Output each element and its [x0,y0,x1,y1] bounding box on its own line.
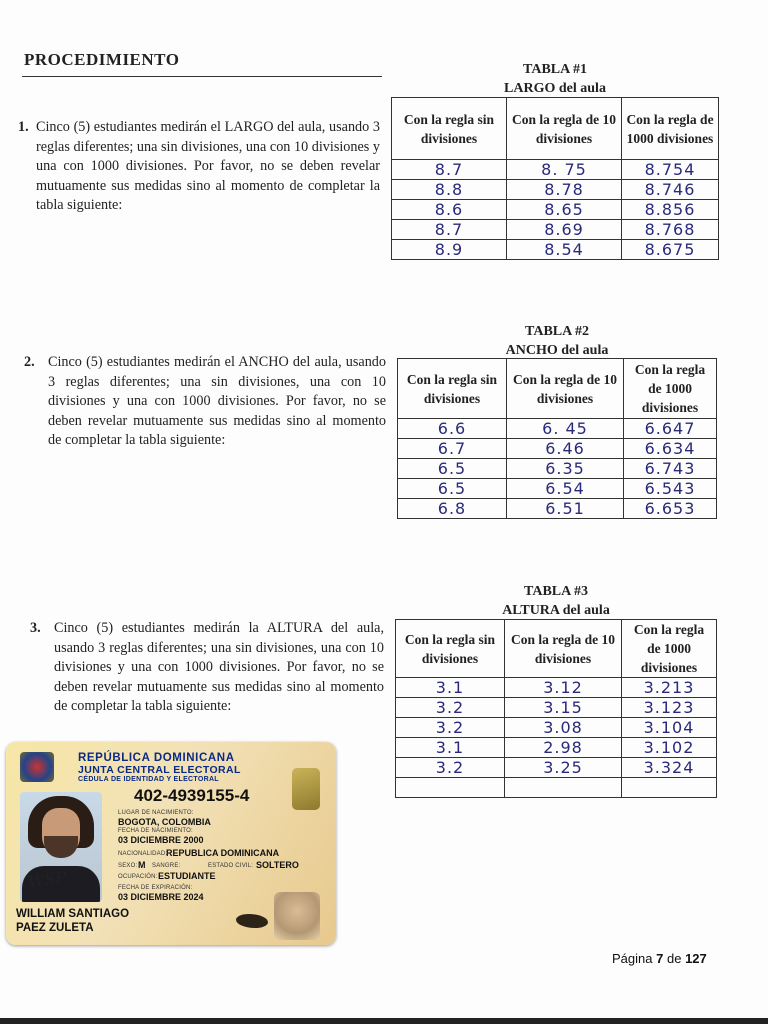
scan-edge [0,1018,768,1024]
table-row [396,698,717,718]
section-paragraph: Cinco (5) estudiantes medirán el ANCHO del aula, usando 3 reglas diferentes; una sin divisiones, una con 10 divisiones y una con 1000 divisiones. Por favor, no se deben revelar mutuamente sus medidas sino al momento de completar la tabla siguiente: [48,354,386,448]
column-header: Con la regla de 1000 divisiones [622,620,717,678]
card-doc-type: CÉDULA DE IDENTIDAD Y ELECTORAL [78,776,219,783]
table-3-title [394,582,718,620]
table-cell: 8.7 [392,160,507,180]
table-cell: 8. 75 [507,160,622,180]
table-row [392,180,719,200]
table-title: TABLA #2 [525,324,589,339]
column-header: Con la regla de 10 divisiones [505,620,622,678]
country-map-icon [236,914,268,928]
table-cell: 8.8 [392,180,507,200]
table-row [396,778,717,798]
table-row [392,200,719,220]
card-ghost-photo [274,892,320,940]
occupation-label: OCUPACIÓN: [118,874,158,880]
table-cell: 8.7 [392,220,507,240]
table-cell: 6.8 [398,499,507,519]
sex-value: M [138,860,146,870]
table-cell: 8.6 [392,200,507,220]
page-prefix: Página [612,951,653,966]
section-1-text [18,118,380,216]
table-cell: 8.65 [507,200,622,220]
table-title: TABLA #3 [524,584,588,599]
occupation-value: ESTUDIANTE [158,871,216,881]
table-row [392,160,719,180]
table-cell: 6.51 [507,499,624,519]
coat-of-arms-icon [20,752,54,782]
table-cell: 6. 45 [507,419,624,439]
table-cell: 2.98 [505,738,622,758]
table-cell: 3.102 [622,738,717,758]
table-cell: 6.647 [624,419,717,439]
table-cell: 6.6 [398,419,507,439]
table-cell: 3.123 [622,698,717,718]
table-cell: 8.675 [622,240,719,260]
table-title: TABLA #1 [523,62,587,77]
table-subtitle: LARGO del aula [504,81,606,96]
table-2 [397,358,717,519]
card-name-line-2: PAEZ ZULETA [16,922,94,934]
table-cell: 3.2 [396,718,505,738]
table-2-title [396,322,718,360]
birthdate-label: FECHA DE NACIMIENTO: [118,828,193,834]
table-cell: 6.743 [624,459,717,479]
table-cell: 6.35 [507,459,624,479]
table-cell: 3.104 [622,718,717,738]
civil-status-value: SOLTERO [256,860,299,870]
section-paragraph: Cinco (5) estudiantes medirán la ALTURA del aula, usando 3 reglas diferentes; una sin divisiones, una con 10 divisiones y una con 1000 divisiones. Por favor, no se deben revelar mutuamente sus medidas sino al momento de completar la tabla siguiente: [54,620,384,714]
sex-label: SEXO: [118,863,138,869]
heading-underline [22,76,382,77]
page-footer [612,951,707,966]
nationality-value: REPUBLICA DOMINICANA [166,848,280,858]
table-cell: 8.9 [392,240,507,260]
column-header: Con la regla de 10 divisiones [507,359,624,419]
card-name-line-1: WILLIAM SANTIAGO [16,908,130,920]
table-cell: 6.543 [624,479,717,499]
id-card [6,742,336,945]
table-header-row [392,98,719,160]
table-header-row [398,359,717,419]
table-row [396,758,717,778]
column-header: Con la regla de 1000 divisiones [622,98,719,160]
table-cell: 8.768 [622,220,719,240]
table-subtitle: ALTURA del aula [502,603,610,618]
section-number: 1. [18,119,29,135]
table-cell: 3.1 [396,678,505,698]
table-cell [505,778,622,798]
table-row [398,419,717,439]
table-cell: 3.324 [622,758,717,778]
table-cell: 3.1 [396,738,505,758]
table-row [396,678,717,698]
table-cell: 6.653 [624,499,717,519]
card-country: REPÚBLICA DOMINICANA [78,752,235,764]
table-subtitle: ANCHO del aula [505,343,609,358]
table-3 [395,619,717,798]
table-cell: 8.69 [507,220,622,240]
nationality-label: NACIONALIDAD: [118,851,168,857]
table-cell: 3.2 [396,758,505,778]
page-of: de [666,951,682,966]
column-header: Con la regla sin divisiones [392,98,507,160]
expiry-label: FECHA DE EXPIRACIÓN: [118,885,193,891]
table-cell: 8.856 [622,200,719,220]
table-row [398,459,717,479]
table-cell: 8.54 [507,240,622,260]
table-row [396,718,717,738]
column-header: Con la regla de 1000 divisiones [624,359,717,419]
table-row [398,499,717,519]
card-agency: JUNTA CENTRAL ELECTORAL [78,764,241,776]
table-cell [622,778,717,798]
page-heading: PROCEDIMIENTO [24,50,180,69]
civil-status-label: ESTADO CIVIL: [208,863,254,869]
table-cell: 6.5 [398,479,507,499]
table-row [398,439,717,459]
expiry-value: 03 DICIEMBRE 2024 [118,892,204,902]
birthplace-value: BOGOTA, COLOMBIA [118,817,211,827]
table-1 [391,97,719,260]
table-row [392,240,719,260]
table-cell: 6.5 [398,459,507,479]
table-cell: 6.54 [507,479,624,499]
table-row [396,738,717,758]
section-number: 3. [30,620,41,636]
section-2-text [24,353,386,451]
card-signature: WSP [26,867,68,892]
table-cell: 3.213 [622,678,717,698]
table-row [398,479,717,499]
table-cell: 3.08 [505,718,622,738]
column-header: Con la regla sin divisiones [396,620,505,678]
table-cell: 3.15 [505,698,622,718]
page-number: 7 [656,951,664,966]
page-total: 127 [685,951,707,966]
table-cell [396,778,505,798]
table-cell: 6.7 [398,439,507,459]
table-1-title [392,60,718,98]
table-header-row [396,620,717,678]
table-row [392,220,719,240]
table-cell: 6.634 [624,439,717,459]
table-cell: 8.754 [622,160,719,180]
birthdate-value: 03 DICIEMBRE 2000 [118,835,204,845]
table-cell: 3.25 [505,758,622,778]
table-cell: 3.12 [505,678,622,698]
blood-label: SANGRE: [152,863,181,869]
section-3-text [30,619,384,717]
card-hologram-icon [292,768,320,810]
card-id-number: 402-4939155-4 [134,786,250,805]
birthplace-label: LUGAR DE NACIMIENTO: [118,810,194,816]
section-paragraph: Cinco (5) estudiantes medirán el LARGO del aula, usando 3 reglas diferentes; una sin divisiones, una con 10 divisiones y una con 1000 divisiones. Por favor, no se deben revelar mutuamente sus medidas sino al momento de completar la tabla siguiente: [36,119,380,213]
column-header: Con la regla de 10 divisiones [507,98,622,160]
table-cell: 8.746 [622,180,719,200]
table-cell: 8.78 [507,180,622,200]
table-cell: 6.46 [507,439,624,459]
photo-beard [44,836,78,858]
table-cell: 3.2 [396,698,505,718]
column-header: Con la regla sin divisiones [398,359,507,419]
section-number: 2. [24,354,35,370]
